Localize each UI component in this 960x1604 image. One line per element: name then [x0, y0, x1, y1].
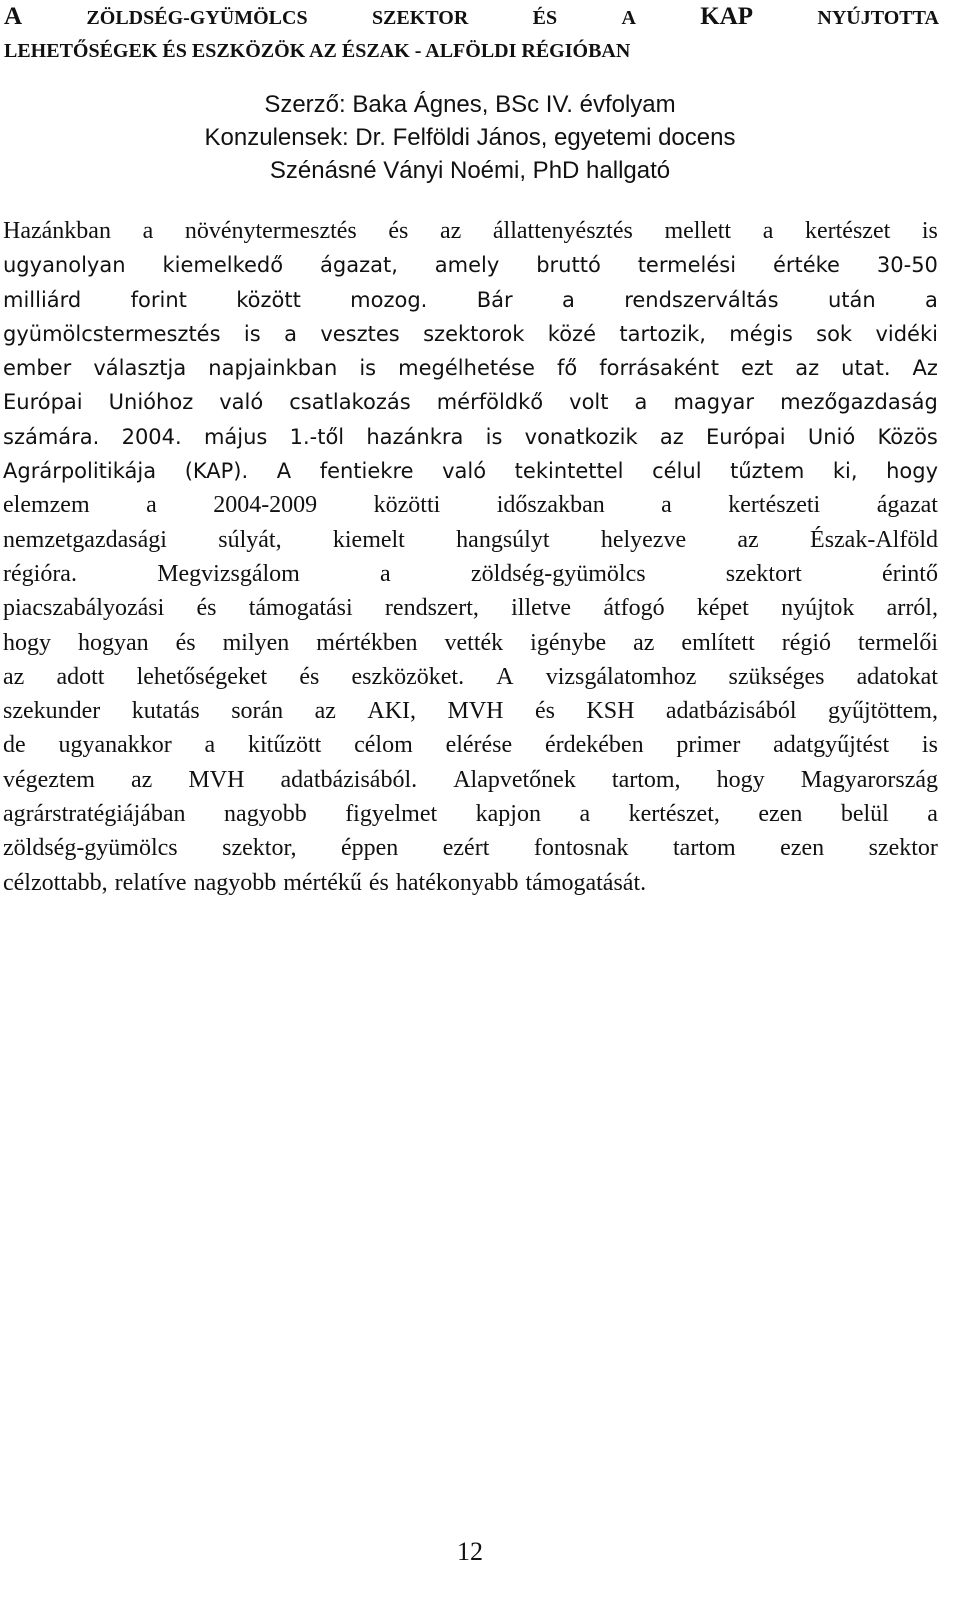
title-word: ÉS: [532, 7, 558, 29]
abstract-line: hogy hogyan és milyen mértékben vették igénybe az említett régió termelői: [3, 629, 938, 656]
abstract-line: gyümölcstermesztés is a vesztes szektorok közé tartozik, mégis sok vidéki: [3, 321, 938, 346]
title-word: ZÖLDSÉG-GYÜMÖLCS: [86, 7, 308, 29]
abstract-line: végeztem az MVH adatbázisából. Alapvetőnek tartom, hogy Magyarország: [3, 766, 938, 793]
abstract-line: az adott lehetőségeket és eszközöket. A vizsgálatomhoz szükséges adatokat: [3, 663, 938, 690]
abstract-line: ember választja napjainkban is megélhetése fő forrásaként ezt az utat. Az: [3, 356, 938, 381]
title-line-1: [4, 0, 939, 35]
title-word: A: [621, 7, 636, 29]
abstract-line: szekunder kutatás során az AKI, MVH és KSH adatbázisából gyűjtöttem,: [3, 698, 938, 725]
abstract-line: zöldség-gyümölcs szektor, éppen ezért fontosnak tartom ezen szektor: [3, 835, 938, 862]
title-word: SZEKTOR: [371, 7, 469, 29]
abstract-line: elemzem a 2004-2009 közötti időszakban a kertészeti ágazat: [3, 492, 938, 519]
abstract-line: ugyanolyan kiemelkedő ágazat, amely bruttó termelési értéke 30-50: [3, 253, 938, 278]
abstract-line: de ugyanakkor a kitűzött célom elérése érdekében primer adatgyűjtést is: [3, 732, 938, 759]
abstract-line: piacszabályozási és támogatási rendszert, illetve átfogó képet nyújtok arról,: [3, 595, 938, 622]
abstract-paragraph: [3, 214, 938, 900]
abstract-line: célzottabb, relatíve nagyobb mértékű és hatékonyabb támogatását.: [3, 869, 647, 896]
supervisor-line: Szénásné Ványi Noémi, PhD hallgató: [269, 157, 671, 184]
abstract-line: számára. 2004. május 1.-től hazánkra is vonatkozik az Európai Unió Közös: [3, 424, 938, 449]
abstract-line: milliárd forint között mozog. Bár a rendszerváltás után a: [3, 287, 938, 312]
author-line: Szerző: Baka Ágnes, BSc IV. évfolyam: [264, 91, 676, 118]
abstract-line: agrárstratégiájában nagyobb figyelmet kapjon a kertészet, ezen belül a: [3, 801, 938, 828]
abstract-line: régióra. Megvizsgálom a zöldség-gyümölcs szektort érintő: [3, 560, 938, 587]
abstract-line: Agrárpolitikája (KAP). A fentiekre való tekintettel célul tűztem ki, hogy: [3, 459, 938, 484]
supervisor-line: Konzulensek: Dr. Felföldi János, egyetemi docens: [204, 124, 736, 151]
title-word: A: [4, 3, 23, 30]
page-number: 12: [457, 1537, 483, 1566]
title-word: NYÚJTOTTA: [817, 7, 939, 29]
abstract-line: nemzetgazdasági súlyát, kiemelt hangsúlyt helyezve az Észak-Alföld: [3, 526, 938, 553]
title-word: KAP: [700, 3, 754, 30]
abstract-line: Európai Unióhoz való csatlakozás mérföldkő volt a magyar mezőgazdaság: [3, 390, 938, 415]
paper-title: [4, 0, 939, 68]
title-line-2: LEHETŐSÉGEK ÉS ESZKÖZÖK AZ ÉSZAK - ALFÖLDI RÉGIÓBAN: [4, 40, 631, 62]
abstract-line: Hazánkban a növénytermesztés és az állattenyésztés mellett a kertészet is: [3, 218, 938, 244]
author-block: [0, 88, 940, 187]
